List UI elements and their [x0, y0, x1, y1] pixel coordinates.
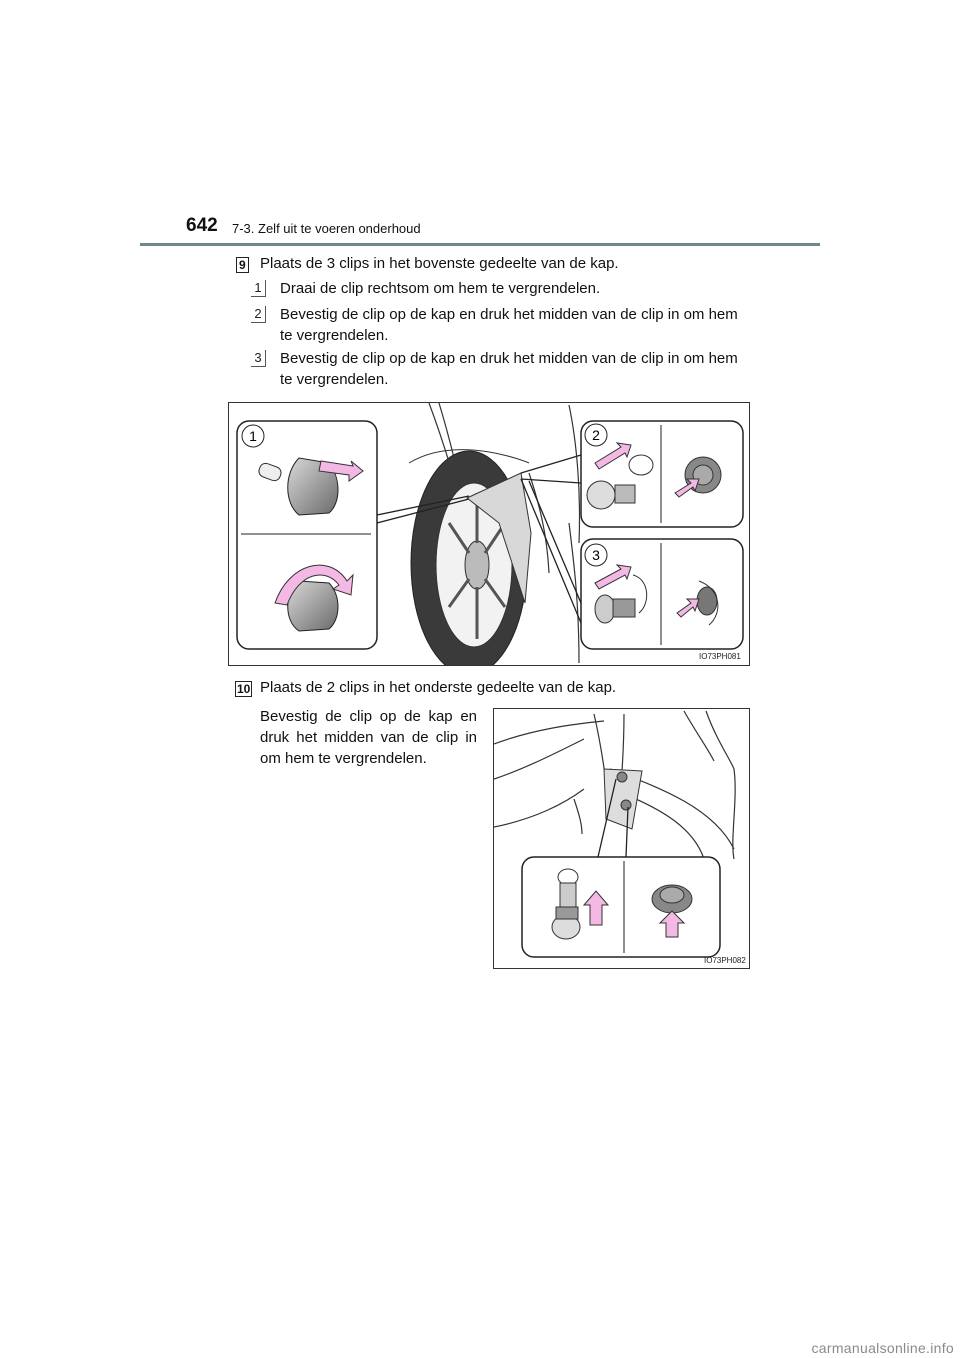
substep-3-text-line2: te vergrendelen. [280, 371, 389, 388]
step-number-10: 10 [237, 682, 251, 696]
step-9-text: Plaats de 3 clips in het bovenste gedeelte van de kap. [260, 255, 619, 272]
step-number-9: 9 [236, 257, 249, 273]
header-rule [140, 243, 820, 246]
footer-watermark: carmanualsonline.info [811, 1340, 954, 1356]
inset-3 [581, 539, 743, 649]
figure-clip-lower [493, 708, 750, 969]
figure-clip-lower-illustration [494, 709, 749, 968]
step-10-detail-line2: druk het midden van de clip in [260, 729, 477, 746]
substep-number-1: 1 [251, 280, 266, 297]
callout-1: 1 [249, 428, 257, 444]
substep-1-text: Draai de clip rechtsom om hem te vergrendelen. [280, 280, 601, 297]
inset-lower [522, 857, 720, 957]
callout-2: 2 [592, 427, 600, 443]
substep-2-text-line1: Bevestig de clip op de kap en druk het midden van de clip in om hem [280, 306, 738, 323]
section-title: 7-3. Zelf uit te voeren onderhoud [232, 221, 421, 236]
step-10-detail-line3: om hem te vergrendelen. [260, 750, 427, 767]
substep-2-text-line2: te vergrendelen. [280, 327, 389, 344]
substep-number-2: 2 [251, 306, 266, 323]
figure-1-code: IO73PH081 [699, 652, 741, 661]
step-10-text: Plaats de 2 clips in het onderste gedeelte van de kap. [260, 679, 617, 696]
substep-number-3: 3 [251, 350, 266, 367]
inset-2 [581, 421, 743, 527]
step-10-detail-line1: Bevestig de clip op de kap en [260, 708, 477, 725]
inset-1 [237, 421, 377, 649]
callout-3: 3 [592, 547, 600, 563]
substep-3-text-line1: Bevestig de clip op de kap en druk het midden van de clip in om hem [280, 350, 738, 367]
figure-clip-upper-illustration [229, 403, 749, 665]
figure-2-code: IO73PH082 [704, 956, 746, 965]
page-number: 642 [186, 215, 218, 236]
figure-clip-upper [228, 402, 750, 666]
